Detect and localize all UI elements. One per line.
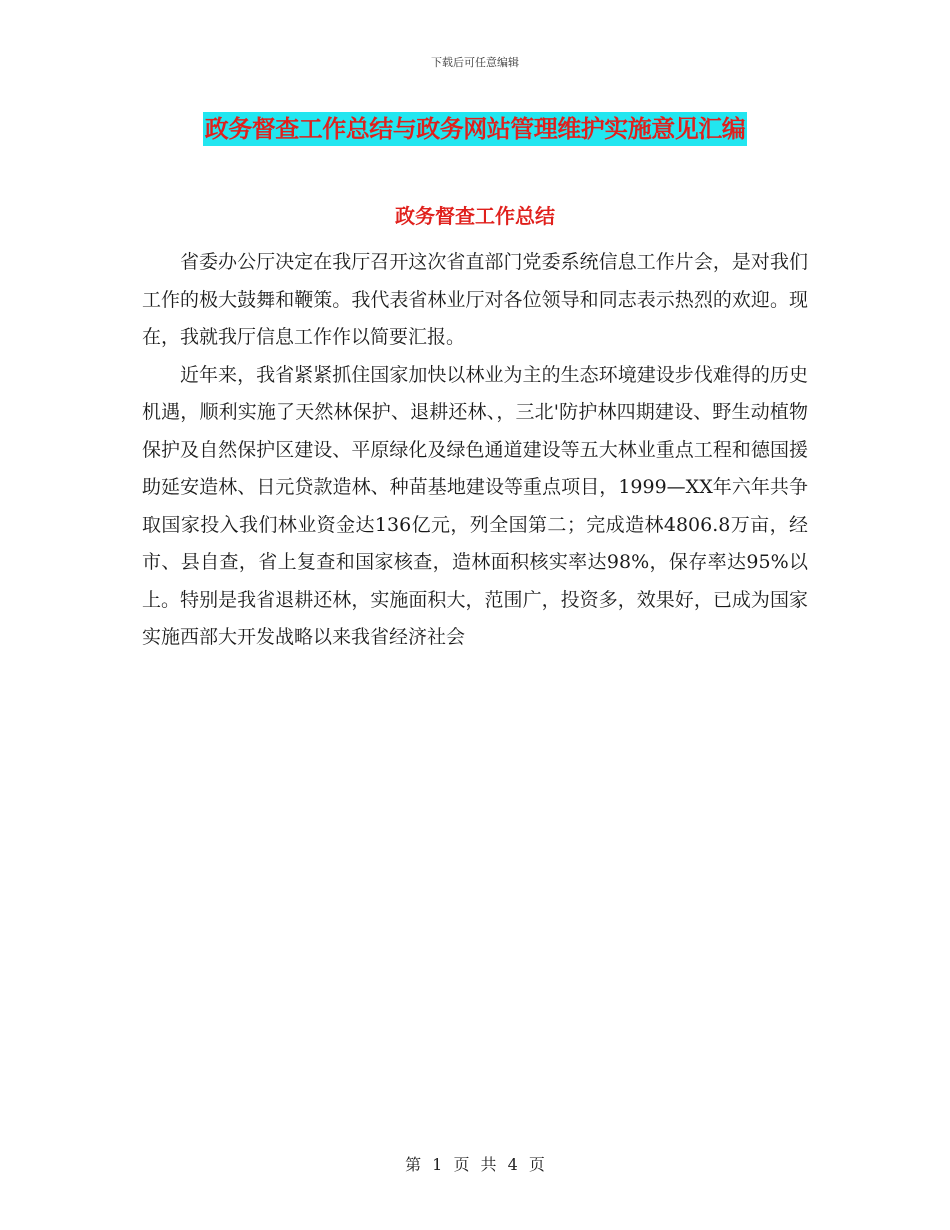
section-title: 政务督查工作总结 xyxy=(395,204,555,228)
paragraph: 近年来，我省紧紧抓住国家加快以林业为主的生态环境建设步伐难得的历史机遇，顺利实施了天然林保护、退耕还林、，三北'防护林四期建设、野生动植物保护及自然保护区建设、平原绿化及绿色通道建设等五大林业重点工程和德国援助延安造林、日元贷款造林、种苗基地建设等重点项目，1999—XX年六年共争取国家投入我们林业资金达136亿元，列全国第二；完成造林4806.8万亩，经市、县自查，省上复查和国家核查，造林面积核实率达98%，保存率达95%以上。特别是我省退耕还林，实施面积大，范围广，投资多，效果好，已成为国家实施西部大开发战略以来我省经济社会 xyxy=(142,363,808,648)
page-number-footer: 第 1 页 共 4 页 xyxy=(405,1155,545,1174)
document-title: 政务督查工作总结与政务网站管理维护实施意见汇编 xyxy=(203,112,748,146)
document-title-container xyxy=(0,112,950,146)
page-header-note: 下载后可任意编辑 xyxy=(431,56,519,69)
paragraph: 省委办公厅决定在我厅召开这次省直部门党委系统信息工作片会，是对我们工作的极大鼓舞和鞭策。我代表省林业厅对各位领导和同志表示热烈的欢迎。现在，我就我厅信息工作作以简要汇报。 xyxy=(142,251,808,348)
document-body xyxy=(142,244,808,657)
